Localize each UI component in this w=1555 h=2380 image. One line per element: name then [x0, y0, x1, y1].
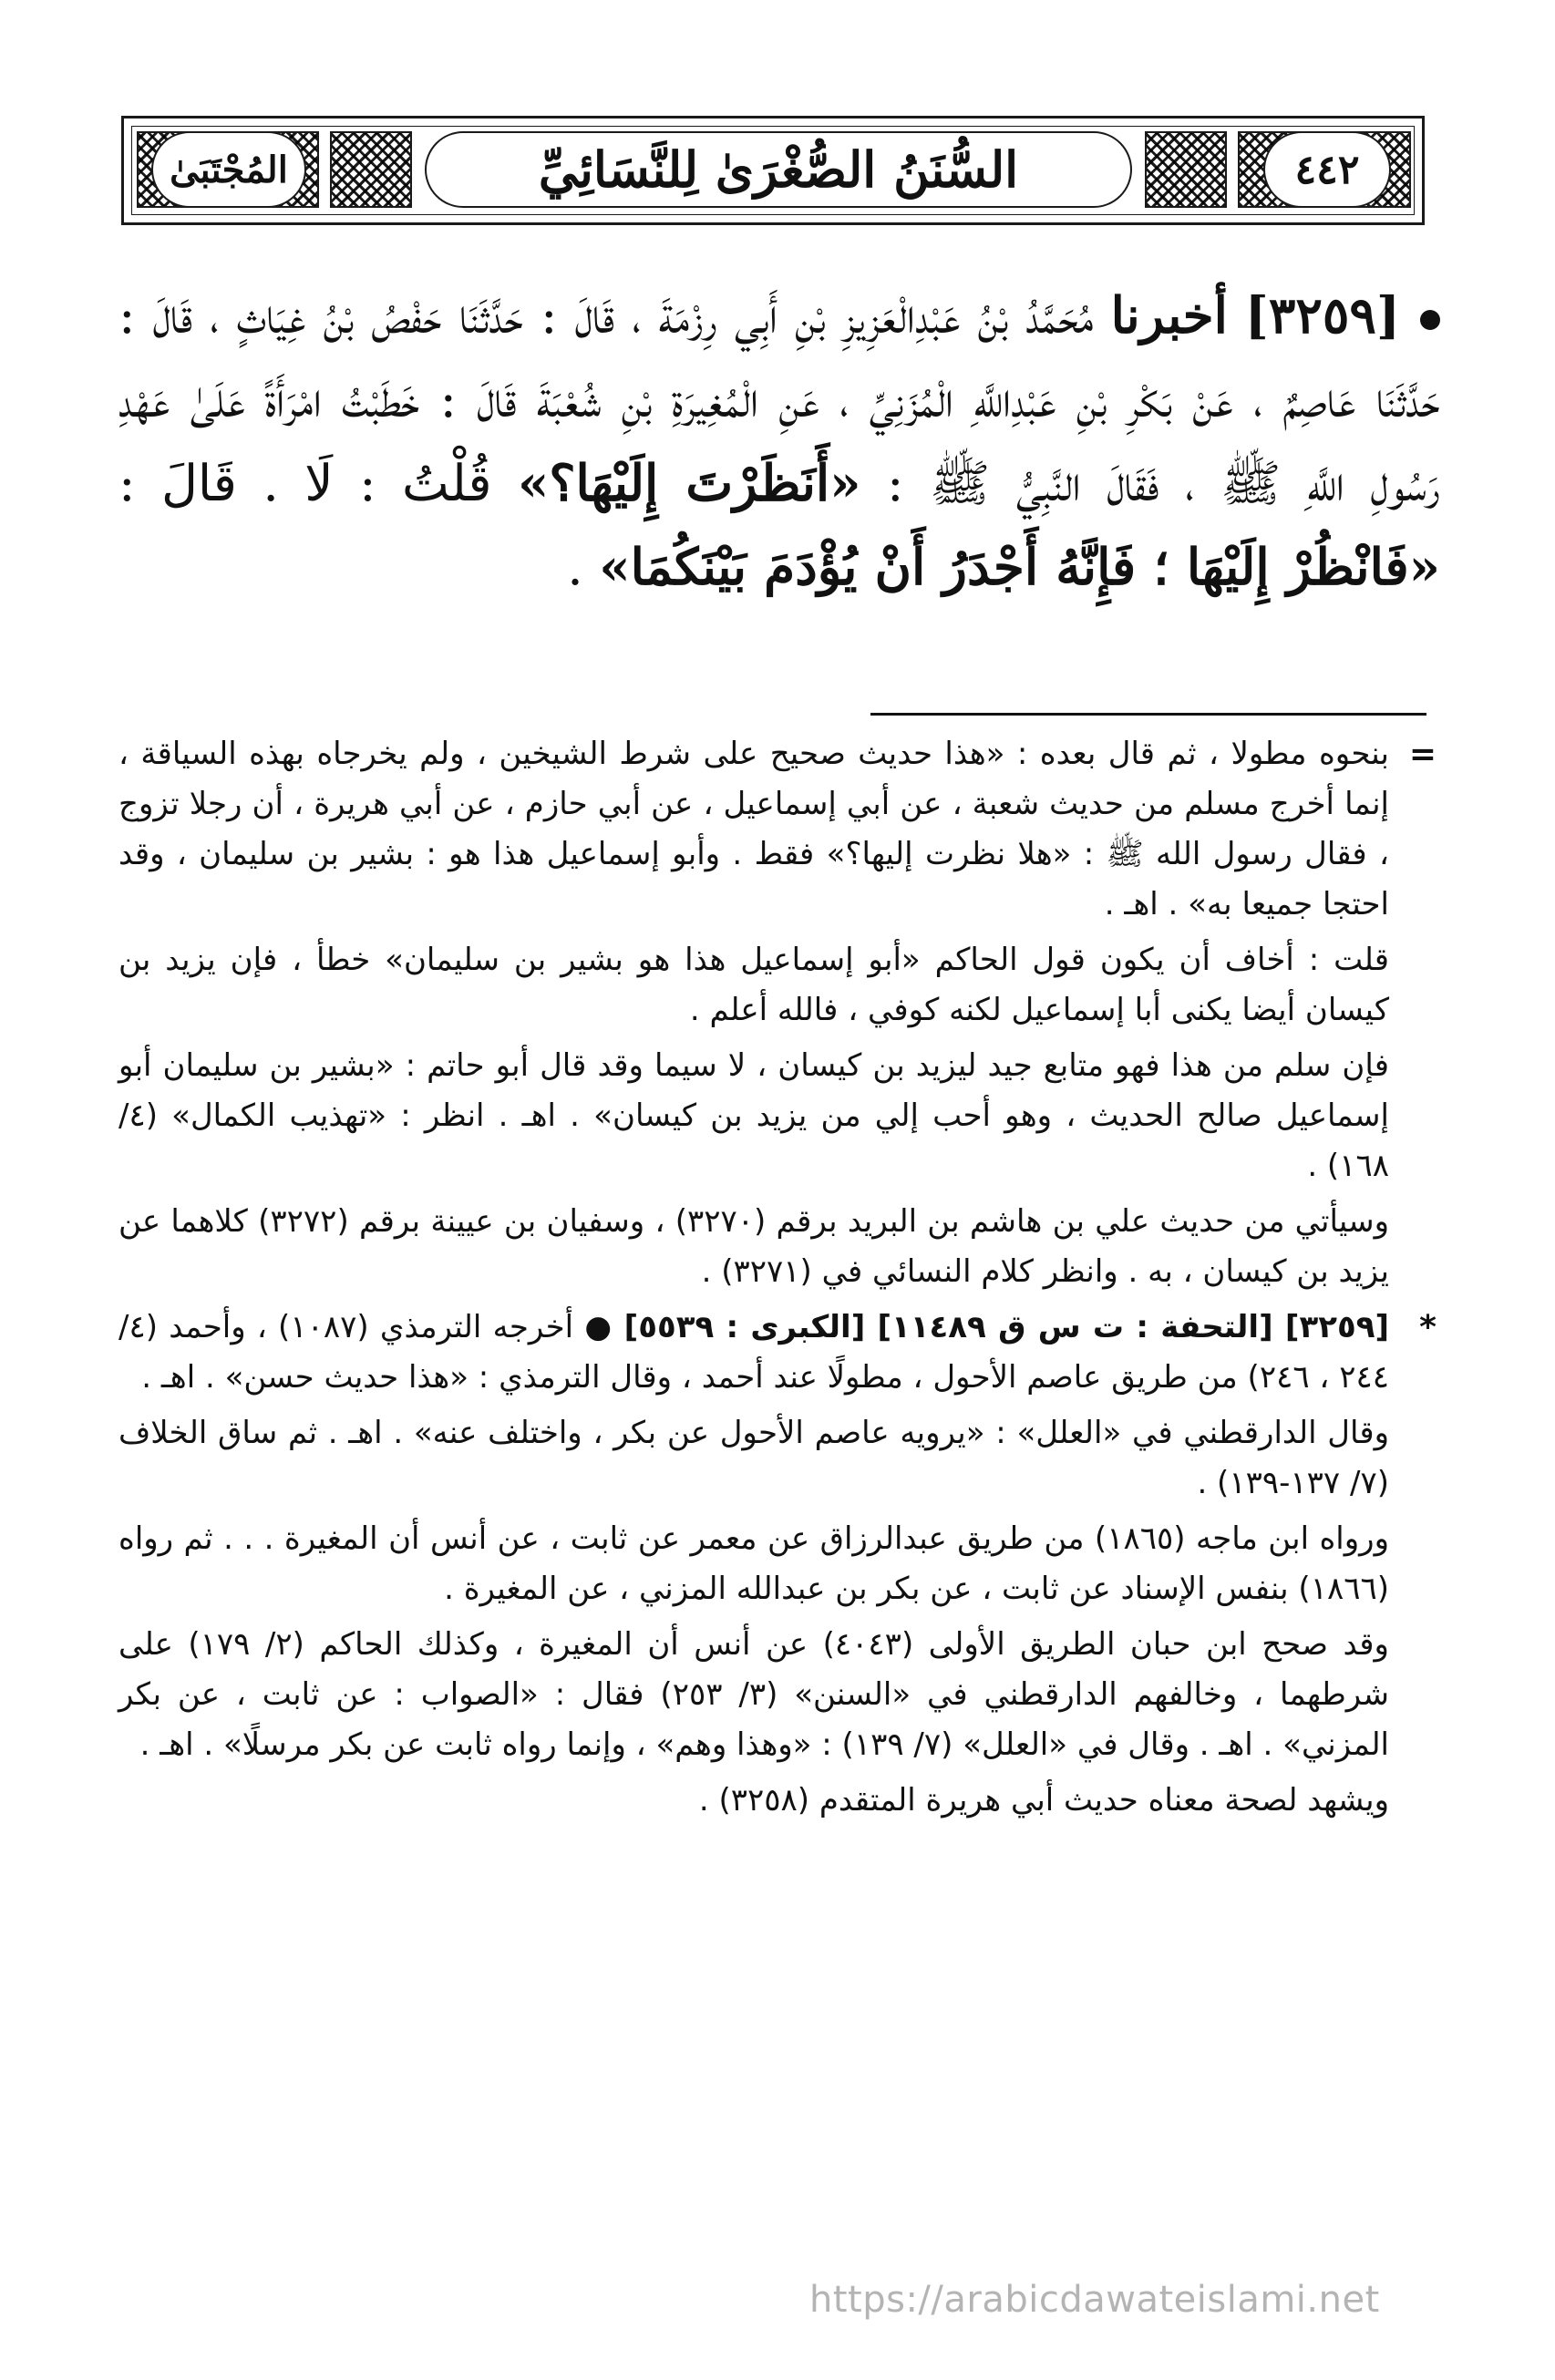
footnote-paragraph: ورواه ابن ماجه (١٨٦٥) من طريق عبدالرزاق عن معمر عن ثابت ، عن أنس أن المغيرة . . . ثم رواه (١٨٦٦) بنفس الإسناد عن ثابت ، عن بكر بن عبدالله المزني ، عن المغيرة . [118, 1520, 1390, 1607]
ornament-pattern-mid-right [1145, 131, 1227, 208]
header-label-cartouche [151, 131, 306, 208]
star-marker: * [1419, 1309, 1437, 1346]
footnote-bullet: ● [584, 1309, 613, 1345]
header-title-cartouche [425, 131, 1132, 208]
hadith-text-part1: مُحَمَّدُ بْنُ عَبْدِالْعَزِيزِ بْنِ أَبِي رِزْمَةَ ، قَالَ : حَدَّثَنَا حَفْصُ بْنُ غِيَاثٍ ، قَالَ : حَدَّثَنَا عَاصِمٌ ، عَنْ بَكْرِ بْنِ عَبْدِاللَّهِ الْمُزَنِيِّ ، عَنِ الْمُغِيرَةِ بْنِ شُعْبَةَ قَالَ : خَطَبْتُ امْرَأَةً عَلَىٰ عَهْدِ رَسُولِ اللَّهِ ﷺ ، فَقَالَ النَّبِيُّ ﷺ : [118, 286, 1440, 512]
page-number-cartouche [1263, 131, 1391, 208]
hadith-quote-1: «أَنَظَرْتَ إِلَيْهَا؟» [517, 453, 861, 512]
footnotes [118, 729, 1437, 1831]
hadith-number: [٣٢٥٩] [1244, 285, 1401, 345]
bullet-icon [1420, 310, 1440, 330]
footnote-paragraph: ويشهد لصحة معناه حديث أبي هريرة المتقدم (٣٢٥٨) . [698, 1782, 1389, 1818]
footnote-continued [118, 729, 1437, 1297]
footnote-text: أخرجه الترمذي (١٠٨٧) ، وأحمد (٤/ ٢٤٤ ، ٢٤٦) من طريق عاصم الأحول ، مطولًا عند أحمد ، وقال الترمذي : «هذا حديث حسن» . اهـ . [118, 1309, 1389, 1396]
hadith-quote-2: «فَانْظُرْ إِلَيْهَا ؛ فَإِنَّهُ أَجْدَرُ أَنْ يُؤْدَمَ بَيْنَكُمَا» [599, 537, 1440, 596]
hadith-text-end: . [567, 538, 600, 596]
continuation-marker: = [1408, 736, 1437, 773]
footnote-paragraph: قلت : أخاف أن يكون قول الحاكم «أبو إسماعيل هذا هو بشير بن سليمان» خطأ ، فإن يزيد بن كيسان أيضا يكنى أبا إسماعيل لكنه كوفي ، فالله أعلم . [118, 942, 1389, 1028]
header-label: المُجْتَبَىٰ [170, 148, 288, 191]
footnote-paragraph: وقد صحح ابن حبان الطريق الأولى (٤٠٤٣) عن أنس أن المغيرة ، وكذلك الحاكم (٢/ ١٧٩) على شرطهما ، وخالفهم الدارقطني في «السنن» (٣/ ٢٥٣) فقال : «الصواب : عن ثابت ، عن بكر المزني» . اهـ . وقال في «العلل» (٧/ ١٣٩) : «وهذا وهم» ، وإنما رواه ثابت عن بكر مرسلًا» . اهـ . [118, 1626, 1390, 1763]
footnote-paragraph: بنحوه مطولا ، ثم قال بعده : «هذا حديث صحيح على شرط الشيخين ، ولم يخرجاه بهذه السياقة ، إنما أخرج مسلم من حديث شعبة ، عن أبي إسماعيل ، عن أبي حازم ، عن أبي هريرة ، أن رجلا تزوج ، فقال رسول الله ﷺ : «هلا نظرت إليها؟» فقط . وأبو إسماعيل هذا هو : بشير بن سليمان ، وقد احتجا جميعا به» . اهـ . [118, 736, 1389, 922]
hadith-lead: أخبرنا [1110, 285, 1228, 345]
page-header [121, 116, 1425, 225]
footnote-reference: [٣٢٥٩] [التحفة : ت س ق ١١٤٨٩] [الكبرى : ٥٥٣٩] [623, 1309, 1389, 1345]
hadith-text [118, 273, 1440, 609]
page-title: السُّنَنُ الصُّغْرَىٰ لِلنَّسَائِيِّ [538, 140, 1019, 199]
footnote-3259 [118, 1303, 1437, 1826]
footnote-paragraph: فإن سلم من هذا فهو متابع جيد ليزيد بن كيسان ، لا سيما وقد قال أبو حاتم : «بشير بن سليمان أبو إسماعيل صالح الحديث ، وهو أحب إلي من يزيد بن كيسان» . اهـ . انظر : «تهذيب الكمال» (٤/ ١٦٨) . [118, 1047, 1389, 1184]
ornament-pattern-mid-left [330, 131, 412, 208]
page-number: ٤٤٢ [1294, 146, 1360, 193]
watermark-url: https://arabicdawateislami.net [809, 2279, 1380, 2321]
footnote-paragraph: وقال الدارقطني في «العلل» : «يرويه عاصم الأحول عن بكر ، واختلف عنه» . اهـ . ثم ساق الخلاف (٧/ ١٣٧-١٣٩) . [118, 1415, 1389, 1501]
footnote-divider [870, 713, 1426, 716]
footnote-paragraph [118, 1303, 1431, 1403]
footnote-paragraph: وسيأتي من حديث علي بن هاشم بن البريد برقم (٣٢٧٠) ، وسفيان بن عيينة برقم (٣٢٧٢) كلاهما عن يزيد بن كيسان ، به . وانظر كلام النسائي في (٣٢٧١) . [118, 1203, 1390, 1290]
hadith-text-part2: قُلْتُ : لَا . قَالَ : [118, 454, 518, 512]
